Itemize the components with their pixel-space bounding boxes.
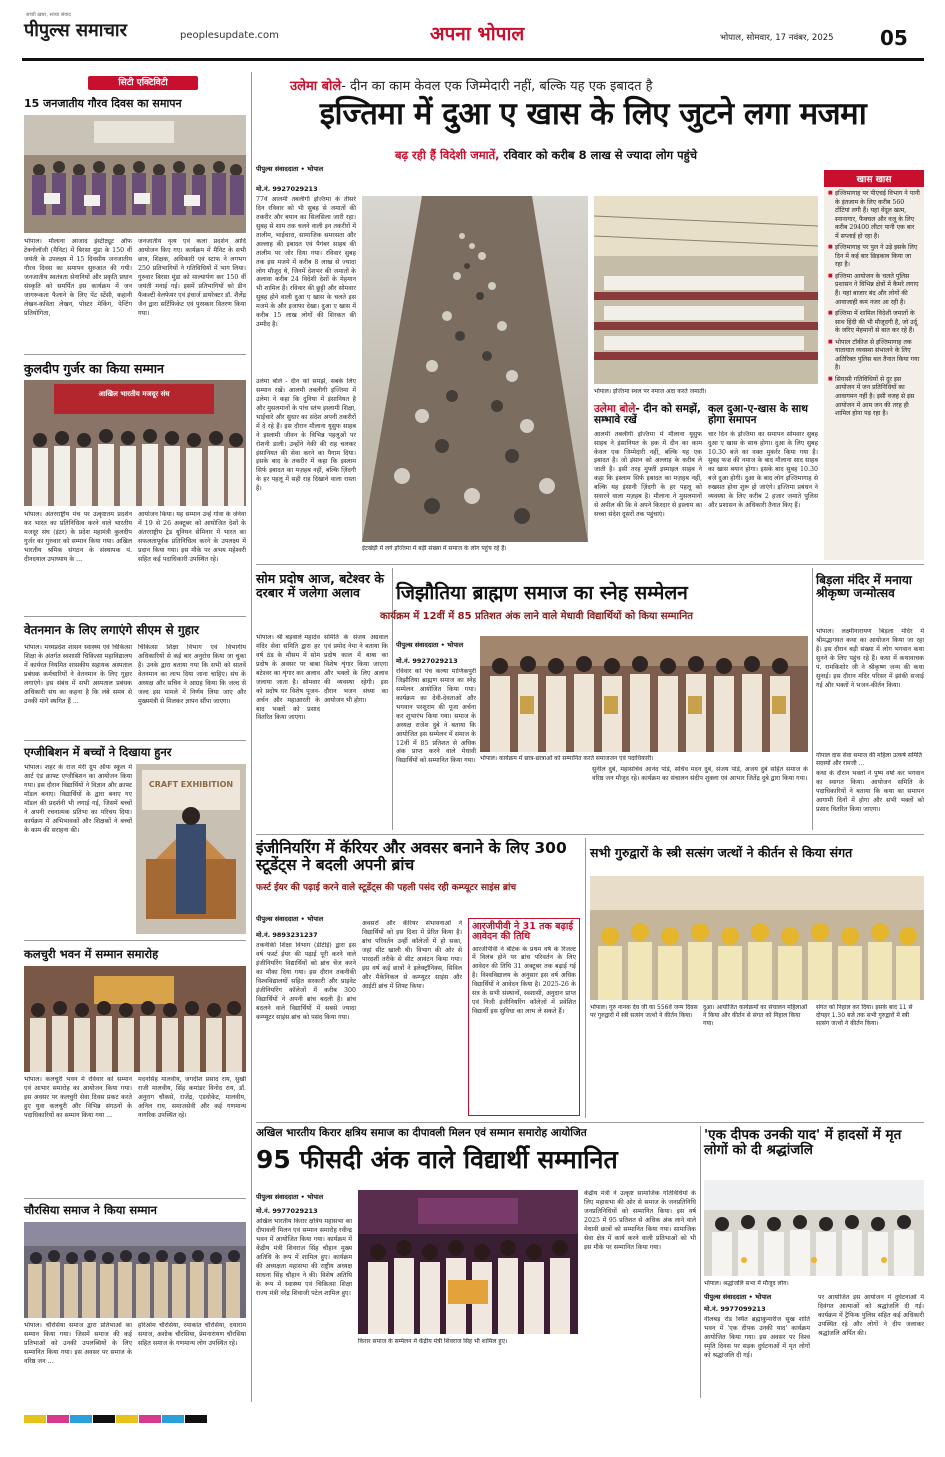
khas-khas-item-text: सियासी गतिविधियों से दूर इस आयोजन में जन प्रतिनिधियों का आवागमन नहीं है। इसी वजह से इस आयोजन में आम जन की तरह ही शामिल होना पड़ रहा है। bbox=[835, 375, 915, 418]
khas-khas-item-text: इज्तिमा में शामिल विदेशी जमातों के साथ हिंदी की भी मौजूदगी है, जो उर्दू के जरिए मेहमानों से बात कर रहे हैं। bbox=[835, 310, 917, 335]
vetan-headline: वेतनमान के लिए लगाएंगे सीएम से गुहार bbox=[24, 623, 199, 637]
kalchuri-body-right: मदनसिंह मालवीय, जगदीश प्रसाद राय, सुखी राजी मालवीय, सिंह कमांडर विनोद राय, डॉ. अनुराग चौकसे, राजेंद्र, एडवोकेट, मालवीय, अनिल राय, समाजसेवी और कई गणमान्य नागरिक उपस्थित रहे। bbox=[138, 1076, 246, 1119]
ijtima-photo-main bbox=[362, 196, 588, 542]
bullet-icon: ■ bbox=[828, 310, 833, 317]
logo-text: पीपुल्स समाचार bbox=[24, 20, 127, 41]
khas-khas-item bbox=[828, 273, 920, 307]
kirar-body-col1: अखिल भारतीय किरार क्षत्रिय महासभा का दीपावली मिलन एवं सम्मान समारोह रवीन्द्र भवन में आयोजित किया गया। कार्यक्रम में केंद्रीय मंत्री शिवराज सिंह चौहान मुख्य अतिथि के रूप में शामिल हुए। कार्यक्रम की अध्यक्षता महासभा की राष्ट्रीय अध्यक्ष साधना सिंह चौहान ने की। विशेष अतिथि के रूप में स्वास्थ्य एवं चिकित्सा शिक्षा राज्य मंत्री नरेंद्र शिवाजी पटेल शामिल हुए। bbox=[256, 1218, 352, 1297]
ijtima-box2-body: चार दिन के इज्तिमा का समापन सोमवार सुबह दुआ ए खास के साथ होगा। दुआ के लिए सुबह 10.30 बजे का वक्त मुकर्रर किया गया है। सुबह फज्र की नमाज के बाद मौलाना साद साहब का खास बयान होगा। इसके बाद सुबह 10.30 बजे दुआ होगी। दुआ के बाद लोग इज्तिमागाह से रुखसत होना शुरू हो जाएंगे। इज्तिमा प्रबंधन ने व्यवस्था के लिए करीब 2 हजार जमाते पुलिस और प्रशासन के अधिकारी तैनात किए हैं। bbox=[708, 430, 818, 510]
exhibition-board-text: CRAFT EXHIBITION bbox=[148, 780, 234, 789]
gaurav-headline: 15 जनजातीय गौरव दिवस का समापन bbox=[24, 97, 182, 110]
gaurav-photo bbox=[24, 115, 246, 233]
khas-khas-item-text: इज्तिमागाह पर पुल ने उड़े इसके लिए दिन में कई बार छिड़काव किया जा रहा है। bbox=[835, 244, 918, 269]
jijhotiya-byline: पीपुल्स संवाददाता • भोपाल bbox=[396, 641, 464, 649]
kuldeep-headline: कुलदीप गुर्जर का किया सम्मान bbox=[24, 361, 164, 376]
ijtima-box1-title-rest: - दीन को समझें, सम्भावे रखें bbox=[594, 403, 701, 427]
khas-khas-item-text: इज्तिमागाह पर पीएचई विभाग ने पानी के इंतजाम के लिए करीब 560 टोंटियां लगी हैं। यहां वेंदूल खत्म, स्नानागार, फैक्चल और वजू के लिए करीब 29400 लीटर पानी एक बार में सप्लाई हो रहा है। bbox=[835, 190, 920, 240]
color-registration-strip bbox=[24, 1408, 924, 1418]
kuldeep-photo bbox=[24, 380, 246, 506]
birla-headline: बिड़ला मंदिर में मनाया श्रीकृष्ण जन्मोत्सव bbox=[816, 573, 912, 600]
som-pradosh-body-left: भोपाल। श्री बड़वाले महादेव मंदिर सेवा समिति द्वारा हर वर्ष ठंड के मौसम में सोम प्रदोष के अवसर पर बाबा बटेश्वर का शृंगार कर अलाव जलाया जाता है। सोमवार को प्रदोष पर विशेष पूजन-अर्चन और महाआरती के बाद भक्तों को प्रसाद वितरित किया जाएगा। bbox=[256, 634, 320, 722]
exhibition-body: भोपाल। शहर के राज मेरी ग्रुप ऑफ स्कूल में आर्ट एंड क्राफ्ट एग्जीबिशन का आयोजन किया गया। इस दौरान विद्यार्थियों ने विज्ञान और क्राफ्ट मॉडल बनाए। विद्यार्थियों के द्वारा बनाए गए मॉडल की प्रदर्शनी भी लगाई गई, जिसमें बच्चों ने अपनी रचनात्मक प्रतिभा का परिचय दिया। कार्यक्रम में अभिभावकों और शिक्षकों ने बच्चों के काम की सराहना की। bbox=[24, 764, 132, 834]
chaurasia-body-right: हरिओम चौरसिया, रमाकांत चौरसिया, दयाराम समाज, अशोक चौरसिया, प्रेमनारायण चौरसिया सहित समाज के गणमान्य लोग उपस्थित रहे। bbox=[138, 1322, 246, 1347]
khas-khas-list bbox=[824, 187, 924, 425]
ek-deepak-photo bbox=[704, 1180, 924, 1276]
ijtima-subhead-rest: रविवार को करीब 8 लाख से ज्यादा लोग पहुंचे bbox=[499, 148, 698, 162]
ek-deepak-mobile: मो.नं. 9977099213 bbox=[704, 1305, 766, 1313]
khas-khas-item bbox=[828, 244, 920, 270]
engineering-box-title: आरजीपीवी ने 31 तक बढ़ाई आवेदन की तिथि bbox=[472, 921, 574, 943]
khas-khas-item bbox=[828, 339, 920, 373]
ijtima-subhead bbox=[395, 148, 815, 163]
chaurasia-photo bbox=[24, 1222, 246, 1318]
khas-khas-item bbox=[828, 190, 920, 241]
jijhotiya-caption: भोपाल। कार्यक्रम में छात्र-छात्राओं को सम्मानित करते समाजजन एवं पदाधिकारी। bbox=[480, 755, 654, 762]
kirar-mobile: मो.नं. 9977029213 bbox=[256, 1207, 318, 1215]
gurudwara-caption-right: संगत को निहाल कर दिया। इसके बाद 11 से दोपहर 1.30 बजे तक सभी गुरुद्वारों में स्त्री सत्संग जत्थों ने कीर्तन किया। bbox=[816, 1004, 913, 1027]
gaurav-body-right: जनजातीय नृत्य एवं कला प्रदर्शन आदि आयोजन किए गए। कार्यक्रम में मैनिट के सभी छात्र, शिक्षक, अधिकारी एवं स्टाफ ने लगभग 250 प्रतिभागियों ने गतिविधियों में भाग लिया। गुरुवार बिरसा मुंडा को माल्यार्पण कर 150 वीं जयंती मनाई गई। इसमें प्रतिभागियों को डीन फैकल्टी वेलफेयर एवं इंचार्ज डायरेक्टर डॉ. शैलेंद्र जैन द्वारा सर्टिफिकेट एवं पुरस्कार वितरण किया गया। bbox=[138, 238, 246, 317]
logo-tagline: सच्ची ख़बर, सच्चा संवाद bbox=[26, 12, 71, 18]
ijtima-subhead-red: बढ़ रही हैं विदेशी जमातें, bbox=[395, 148, 500, 162]
kalchuri-headline: कलचुरी भवन में सम्मान समारोह bbox=[24, 947, 159, 961]
engineering-box bbox=[468, 918, 580, 1116]
vetan-body-right: चिकित्सा शिक्षा विभाग एवं विभागीय अधिकारियों से कई बार अनुरोध किया जा चुका है। उनके द्वारा बताया गया कि सभी को सातवें वेतनमान का लाभ दिया जाना चाहिए। संघ के अध्यक्ष और सचिव ने आग्रह किया कि जल्द से जल्द इस मामले में निर्णय लिया जाए और मुख्यमंत्री से मिलकर ज्ञापन सौंपा जाएगा। bbox=[138, 644, 246, 705]
engineering-headline: इंजीनियरिंग में कॅरियर और अवसर बनाने के लिए 300 स्टूडेंट्स ने बदली अपनी ब्रांच bbox=[256, 839, 567, 874]
engineering-byline: पीपुल्स संवाददाता • भोपाल bbox=[256, 915, 324, 923]
ijtima-box1-title bbox=[594, 404, 702, 427]
kirar-photo bbox=[358, 1190, 578, 1334]
ijtima-box1-title-label: उलेमा बोले bbox=[594, 403, 636, 415]
ijtima-body-col1: 77वें आलमी तबलीगी इज्तिमा के तीसरे दिन रविवार को भी सुबह से जमातों की तकरीर और बयान का सिलसिला जारी रहा। सुबह से शाम तक चलने वाली इन तकरीरों में तालीम, भाईचारा, सामाजिक समरसता और अल्लाह की इबादत एवं पैगंबर साहब की तालीम पर जोर दिया गया। रविवार सुबह तक इस मजमे में करीब 8 लाख से ज्यादा लोग मौजूद थे, जिनमें देशभर की जमातों के अलावा करीब 24 विदेशी देशों के मेहमान भी शामिल हैं। रविवार की छुट्टी और सोमवार सुबह होने वाली दुआ ए खास के चलते इस मजमे के और इजाफा देखा। दुआ ए खास में करीब 15 लाख लोगों की शिरकत की उम्मीद है। bbox=[256, 196, 356, 329]
ijtima-kicker-label: उलेमा बोले bbox=[290, 79, 342, 94]
ijtima-photo-main-caption: ईटखेड़ी में लगे इज्तिमा में बड़ी संख्या में समाज के लोग पहुंच रहे हैं। bbox=[362, 545, 507, 552]
kirar-headline-big: 95 फीसदी अंक वाले विद्यार्थी सम्मानित bbox=[256, 1145, 618, 1174]
khas-khas-box bbox=[824, 170, 924, 560]
gurudwara-photo bbox=[590, 876, 924, 1000]
som-pradosh-headline: सोम प्रदोष आज, बटेश्वर के दरबार में जलेगा अलाव bbox=[256, 571, 384, 600]
jijhotiya-mobile: मो.नं. 9927029213 bbox=[396, 657, 458, 665]
birla-body: भोपाल। लक्ष्मीनारायण बिड़ला मंदिर में श्रीमद्भागवत कथा का आयोजन किया जा रहा है। इस दौरान बड़ी संख्या में लोग भगवान कथा सुनने के लिए पहुंच रहे हैं। कथा में कथावाचक पं. रामकिशोर जी ने श्रीकृष्ण जन्म की कथा सुनाई। इस दौरान मंदिर परिसर में झांकी सजाई गई और भक्तों ने भजन-कीर्तन किया। bbox=[816, 628, 924, 689]
logo[interactable] bbox=[24, 12, 174, 44]
bullet-icon: ■ bbox=[828, 272, 833, 279]
engineering-subhead: फर्स्ट ईयर की पढ़ाई करने वाले स्टूडेंट्स की पहली पसंद रही कम्प्यूटर साइंस ब्रांच bbox=[256, 883, 517, 893]
kirar-body-col2: केंद्रीय मंत्री ने उत्कृष्ट सामाजिक गतिविधियों के लिए महासभा की ओर से समाज के जनप्रतिनिधि जनप्रतिनिधियों को सम्मानित किया। इस वर्ष 2025 में 95 प्रतिशत से अधिक अंक लाने वाले मेधावी छात्रों को सम्मानित किया गया। सामाजिक सेवा क्षेत्र में कार्य करने वाली प्रतिभाओं को भी इस मौके पर सम्मानित किया गया। bbox=[584, 1190, 696, 1251]
kuldeep-body-right: आयोजन किया। यह सम्मान उन्हें गोवा के जेनेवा में 19 से 26 अक्टूबर को आयोजित देशों के अंतरराष्ट्रीय ट्रेड यूनियन सेमिनार में भारत का सफलतापूर्वक प्रतिनिधित्व करने के उपलक्ष्य में प्रदान किया गया। इस मौके पर अभय महेश्वरी सहित कई पदाधिकारी उपस्थित रहे। bbox=[138, 511, 246, 563]
ijtima-body-col2: उलेमा बोले - दीन को समझें, सबके लिए सम्मान रखें। आलमी तबलीगी इज्तिमा में उलेमा ने कहा कि दुनिया में इंसानियत है और मुसलमानों के पांच स्तंभ इस्लामी शिक्षा, भाईचारे और सुधार का संदेश अपनी तकरीरों में दे रहे हैं। इस दौरान मौलाना यूसुफ साहब ने इस्लामी जीवन के विभिन्न पहलुओं पर रोशनी डाली। उन्होंने नेकी की राह चलकर इंसानियत की सेवा करने का पैगाम दिया। इसके बाद के तकरीर में कहा कि इस्लाम सिर्फ इबादत का मज़हब नहीं, बल्कि ज़िंदगी के हर पहलू में सही राह दिखाने वाला रास्ता है। bbox=[256, 378, 356, 493]
ek-deepak-caption: भोपाल। श्रद्धांजलि सभा में मौजूद लोग। bbox=[704, 1280, 789, 1287]
jijhotiya-body: रविवार को पंच कल्या माणिकपुरी जिझौतिया ब्राह्मण समाज का स्नेह सम्मेलन आयोजित किया गया। कार्यक्रम का देवी-देवताओं और भगवान परशुराम की पूजा अर्चना कर शुभारंभ किया गया। समाज के अध्यक्ष राजेश दुबे ने बताया कि आयोजित इस सम्मेलन में समाज के 12वीं में 85 प्रतिशत से अधिक अंक प्राप्त करने वाले मेधावी विद्यार्थियों को सम्मानित किया गया। bbox=[396, 668, 476, 765]
khas-khas-item-text: भोपाल टॉकीज से इज्तिमागाह तक यातायात व्यवस्था संभालने के लिए अतिरिक्त पुलिस बल तैनात किया गया है। bbox=[835, 338, 920, 372]
ijtima-photo-small bbox=[594, 196, 818, 384]
jijhotiya-headline: जिझौतिया ब्राह्मण समाज का स्नेह सम्मेलन bbox=[396, 582, 688, 604]
birla-body2: कथा के दौरान भक्तों ने पुष्प वर्षा कर भगवान का स्वागत किया। आयोजन समिति के पदाधिकारियों ने बताया कि कथा का समापन आगामी दिनों में होगा और सभी भक्तों को प्रसाद वितरित किया जाएगा। bbox=[816, 770, 924, 813]
ijtima-photo-small-caption: भोपाल। इज्तिमा स्थल पर नमाज अदा करते जमाती। bbox=[594, 388, 707, 395]
ijtima-byline: पीपुल्स संवाददाता • भोपाल bbox=[256, 165, 324, 173]
masthead bbox=[0, 0, 945, 64]
jijhotiya-body-right: सुनील दुबे, महासचिव आनंद पांडे, सचिव मदन दुबे, संजय पांडे, अजय दुबे सहित समाज के वरिष्ठ जन मौजूद रहे। कार्यक्रम का संचालन संदीप शुक्ला एवं आभार जितेंद्र दुबे द्वारा किया गया। bbox=[592, 766, 808, 782]
chaurasia-headline: चौरसिया समाज ने किया सम्मान bbox=[24, 1203, 157, 1217]
kuldeep-body-left: भोपाल। अंतरराष्ट्रीय मंच पर उत्कृष्टतम प्रदर्शन कर भारत का प्रतिनिधित्व करने वाले भारतीय मजदूर संघ (इंटर) के प्रदेश महामंत्री कुलदीप गुर्जर का गुरुवार को सम्मान किया गया। अखिल भारतीय श्रमिक संगठन के संस्थापक पं. दीनदयाल उपाध्याय के ... bbox=[24, 511, 132, 563]
engineering-mobile: मो.नं. 9893231237 bbox=[256, 931, 318, 939]
bullet-icon: ■ bbox=[828, 244, 833, 251]
dateline: भोपाल, सोमवार, 17 नवंबर, 2025 bbox=[720, 33, 834, 43]
ek-deepak-headline: 'एक दीपक उनकी याद' में हादसों में मृत लोगों को दी श्रद्धांजलि bbox=[704, 1127, 902, 1158]
jijhotiya-subhead: कार्यक्रम में 12वीं में 85 प्रतिशत अंक लाने वाले मेधावी विद्यार्थियों को किया सम्मानित bbox=[380, 611, 693, 622]
vetan-body-left: भोपाल। मध्यप्रदेश शासन स्वास्थ्य एवं चिकित्सा शिक्षा के अंतर्गत स्वशासी चिकित्सा महाविद्यालय में कार्यरत नियमित शासकीय सहायक अस्पताल प्रबंधक कर्मचारियों ने वेतनमान के लिए गुहार लगाएंगे। इस संबंध में सभी अस्पताल प्रबंधक अधिकारी संघ का कहना है कि लंबे समय से उनकी मांगें स्थगित हैं ... bbox=[24, 644, 132, 705]
ijtima-kicker bbox=[290, 76, 910, 94]
gurudwara-caption-left: भोपाल। गुरु नानक देव जी का 556वें जन्म दिवस पर गुरुद्वारों में स्त्री सत्संग जत्थों ने कीर्तन किया। bbox=[590, 1004, 698, 1019]
page-number: 05 bbox=[880, 26, 908, 50]
som-pradosh-body-right: समिति के संजय अग्रवाल एवं प्रमोद नेमा ने बताया कि प्रदोष काल में बाबा का विशेष शृंगार किया जाएगा और भक्तों के लिए अलाव की व्यवस्था रहेगी। इस दौरान भजन संध्या का आयोजन भी होगा। bbox=[324, 634, 388, 704]
kalchuri-photo bbox=[24, 966, 246, 1072]
birla-caption: गोपाल दास सेवा समाज की महिला उत्कर्ष समिति सदस्यों और रामजी ... bbox=[816, 752, 922, 767]
engineering-box-body: आरजीपीवी ने बीटेक के प्रथम वर्ष के रिजल्ट में विलंब होने पर ब्रांच परिवर्तन के लिए आवेदन की तिथि 31 अक्टूबर तक बढ़ाई गई है। विश्वविद्यालय के अनुसार इस वर्ष अधिक विद्यार्थियों ने आवेदन किया है। 2025-26 के सत्र के सभी संस्थानों, स्वशासी, अनुदान प्राप्त एवं निजी इंजीनियरिंग कॉलेजों में प्रवेशित विद्यार्थी इस सुविधा का लाभ ले सकते हैं। bbox=[472, 945, 576, 1016]
ijtima-headline: इज्तिमा में दुआ ए खास के लिए जुटने लगा मजमा bbox=[319, 96, 867, 132]
engineering-body-col1: तकनीकी शिक्षा विभाग (डीटीई) द्वारा इस वर्ष फर्स्ट ईयर की पढ़ाई पूरी करने वाले इंजीनियरिंग विद्यार्थियों को ब्रांच चेंज करने का मौका दिया गया। इस दौरान तकनीकी विश्वविद्यालयों सहित सरकारी और प्राइवेट इंजीनियरिंग कॉलेजों में करीब 300 विद्यार्थियों ने अपनी ब्रांच बदली है। ब्रांच बदलने वाले विद्यार्थियों में सबसे ज्यादा कम्प्यूटर साइंस ब्रांच को पसंद किया गया। bbox=[256, 942, 356, 1021]
kirar-caption: किरार समाज के सम्मेलन में केंद्रीय मंत्री शिवराज सिंह भी शामिल हुए। bbox=[358, 1338, 508, 1345]
city-activity-label bbox=[88, 76, 198, 90]
engineering-body-col2: अवसरों और कॅरियर संभावनाओं ने विद्यार्थियों को इस दिशा में प्रेरित किया है। ब्रांच परिवर्तन उन्हीं कॉलेजों में हो सका, जहां सीट खाली थी। विभाग की ओर से पारदर्शी तरीके से सीट आवंटन किया गया। इस वर्ष कई छात्रों ने इलेक्ट्रॉनिक्स, सिविल और मैकेनिकल से कम्प्यूटर साइंस और आईटी ब्रांच में शिफ्ट किया। bbox=[362, 920, 462, 990]
section-title bbox=[430, 20, 524, 46]
ek-deepak-body-right: पर आयोजित इस आयोजन में दुर्घटनाओं में दिवंगत आत्माओं को श्रद्धांजलि दी गई। कार्यक्रम में ट्रैफिक पुलिस सहित कई अधिकारी उपस्थित रहे और लोगों ने दीप जलाकर श्रद्धांजलि अर्पित की। bbox=[818, 1294, 924, 1337]
khas-khas-item bbox=[828, 310, 920, 336]
ijtima-box1-body: आलमी तबलीगी इज्तिमा में मौलाना यूसुफ साहब ने इंसानियत के हक में दीन का काम केवल एक जिम्मेदारी नहीं, बल्कि यह एक इबादत है। जो इंसान को अल्लाह के करीब ले जाती है। इसी तरह मुफ्ती इस्माइल साहब ने कहा कि इस्लाम सिर्फ इबादत का मज़हब नहीं, बल्कि यह इंसानी ज़िंदगी के हर पहलू को सवारने वाला मज़हब है। मौलाना ने मुसलमानों से अपील की कि वे अपने किरदार से इस्लाम का सच्चा संदेश दूसरों तक पहुंचाएं। bbox=[594, 430, 702, 519]
gurudwara-headline: सभी गुरुद्वारों के स्त्री सत्संग जत्थों ने कीर्तन से किया संगत bbox=[590, 845, 853, 860]
section-title-text: अपना भोपाल bbox=[430, 23, 525, 45]
exhibition-headline: एग्जीबिशन में बच्चों ने दिखाया हुनर bbox=[24, 745, 172, 759]
bullet-icon: ■ bbox=[828, 338, 833, 345]
ijtima-box2-title: कल दुआ-ए-खास के साथ होगा समापन bbox=[708, 403, 808, 427]
ek-deepak-body-left: नीलबड़ रोड स्थित ब्रह्माकुमारीज सुख शांति भवन में 'एक दीपक उनकी याद' कार्यक्रम आयोजित किया गया। इस अवसर पर विश्व स्मृति दिवस पर सड़क दुर्घटनाओं में मृत लोगों को श्रद्धांजलि दी गई। bbox=[704, 1316, 810, 1359]
kuldeep-banner: आखिल भारतीय मजदूर संघ bbox=[98, 390, 170, 398]
ijtima-kicker-text: - दीन का काम केवल एक जिम्मेदारी नहीं, बल्कि यह एक इबादत है bbox=[341, 79, 653, 94]
ijtima-mobile: मो.नं. 9927029213 bbox=[256, 185, 318, 193]
kirar-byline: पीपुल्स संवाददाता • भोपाल bbox=[256, 1193, 324, 1201]
website-link[interactable]: peoplesupdate.com bbox=[180, 30, 279, 41]
gaurav-body-left: भोपाल। मौलाना आजाद इंस्टीट्यूट ऑफ टेक्नोलॉजी (मैनिट) में बिरसा मुंडा के 150 वीं जयंती के उपलक्ष्य में 15 दिवसीय जनजातीय गौरव दिवस का समापन सुरुआत की गयी। जनजातीय स्वतंत्रता सेनानियों और प्रकृति प्रधान संस्कृति को समर्पित इस कार्यक्रम में जन जागरूकता फैलाने के लिए पेंट स्टेंसी, कहानी लेखन-कविता लेखन, पोस्टर मेकिंग, पेन्टिंग प्रतियोगिता, bbox=[24, 238, 132, 317]
chaurasia-body-left: भोपाल। चौरसिया समाज द्वारा प्रतिभाओं का सम्मान किया गया। जिसमें समाज की कई प्रतिभाओं को उनकी उपलब्धियों के लिए सम्मानित किया गया। इस अवसर पर समाज के वरिष्ठ जन ... bbox=[24, 1322, 132, 1365]
exhibition-photo bbox=[136, 764, 246, 934]
kalchuri-body-left: भोपाल। कलचुरी भवन में रविवार को सम्मान एवं आभार समारोह का आयोजन किया गया। इस अवसर पर कलचुरी सेवा दिवस प्रकट करते हुए युवा कलचुरी और विभिन्न संगठनों के पदाधिकारियों का सम्मान किया गया ... bbox=[24, 1076, 132, 1119]
khas-khas-label: खास खास bbox=[824, 170, 924, 187]
bullet-icon: ■ bbox=[828, 375, 833, 382]
ek-deepak-byline: पीपुल्स संवाददाता • भोपाल bbox=[704, 1293, 772, 1301]
ijtima-box1 bbox=[594, 404, 702, 554]
gurudwara-caption-mid: दुआ। आयोजित कार्यक्रमों का संचालन महिलाओं ने किया और कीर्तन से संगत को निहाल किया गया। bbox=[703, 1004, 808, 1027]
khas-khas-item-text: इज्तिमा आयोजन के चलते पुलिस प्रशासन ने विभिन्न क्षेत्रों में कैमरे लगाए हैं। यहां बाजार बंद और लोगों की आवाजाही कम नजर आ रही है। bbox=[835, 272, 919, 306]
khas-khas-item bbox=[828, 376, 920, 419]
city-activity-label-text: सिटी एक्टिविटी bbox=[118, 78, 168, 88]
ijtima-box2 bbox=[708, 404, 818, 554]
jijhotiya-photo bbox=[480, 636, 808, 752]
bullet-icon: ■ bbox=[828, 190, 833, 196]
kirar-headline-top: अखिल भारतीय किरार क्षत्रिय समाज का दीपावली मिलन एवं सम्मान समारोह आयोजित bbox=[256, 1127, 587, 1139]
